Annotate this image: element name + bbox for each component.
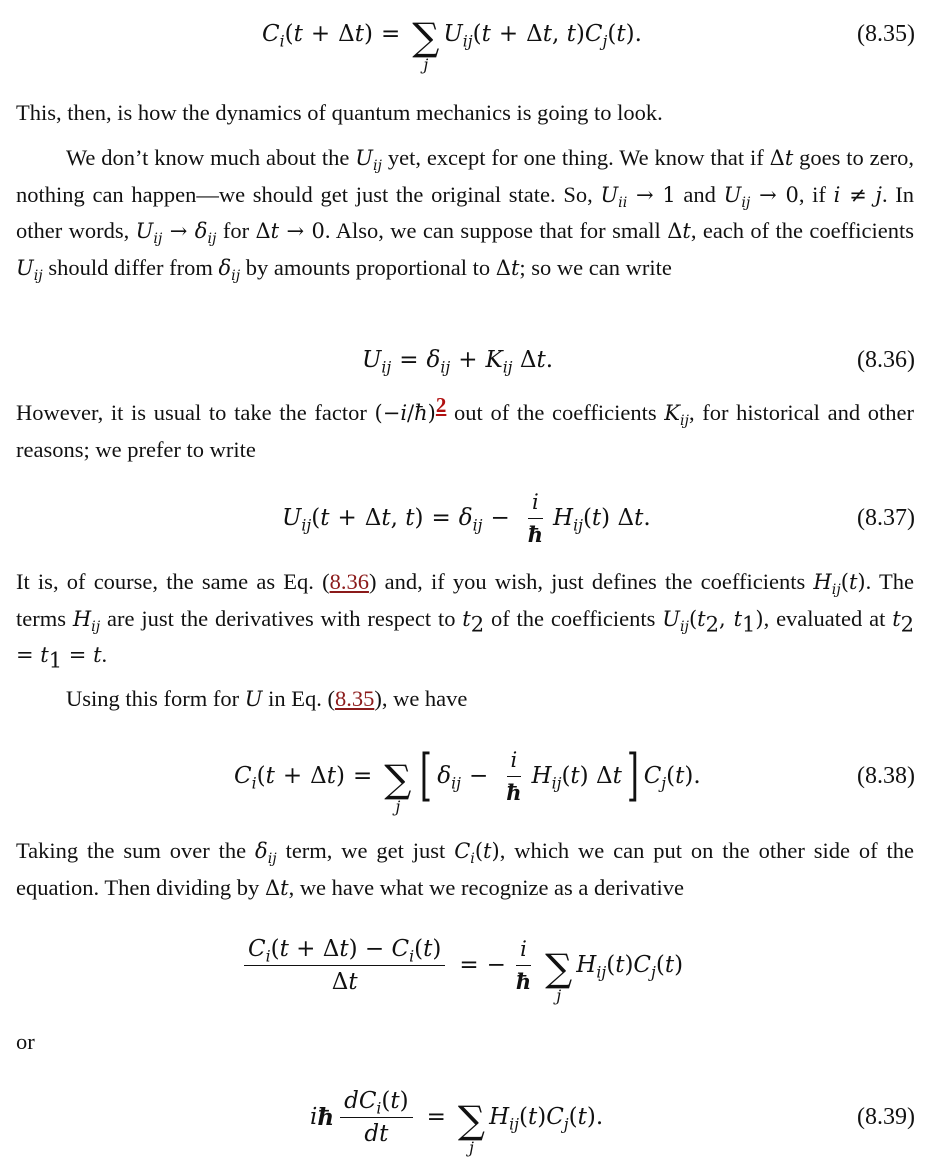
paragraph-taking-sum: Taking the sum over the $\delta_{ij}$ term, we get just $C_i(t)$, which we can put on the other side of the equation. Then dividing by Δt, we have what we recognize as a derivative — [16, 838, 915, 900]
paragraph-u-coefficients: We don’t know much about the $U_{ij}$ yet, except for one thing. We know that if Δt goes to zero, nothing can happen—we should get just the original state. So, $U_{ii} \to 1$ and $U_{ij} \to 0$, if i ≠ j. In other words, $U_{ij} \to \delta_{ij}$ for Δt → 0. Also, we can suppose that for small Δt, each of the coefficients $U_{ij}$ should differ from $\delta_{ij}$ by amounts proportional to Δt; so we can write — [16, 145, 915, 284]
equation-derivative — [0, 920, 943, 1010]
equation-body: $U_{ij}$ = $\delta_{ij}$ + $K_{ij}$ Δ t . — [362, 347, 554, 377]
equation-number: (8.38) — [857, 762, 915, 789]
fraction-dc-dt: $\frac{dC_i(t)}{dt}$ — [340, 1087, 413, 1148]
equation-number: (8.37) — [857, 504, 915, 531]
equation-body: $C_i$ ( t + Δ t ) = ∑ j $U_{ij}$ ( t + Δ t , t ) $C_j$ ( t ). — [262, 15, 642, 74]
equation-body: $\frac{C_i(t + \Delta t) - C_i(t)}{\Delta t}$ = − $\frac{i}{ħ}$ ∑ j $H_{ij}$ ( t ) $C_j$ ( t ) — [238, 920, 683, 1010]
left-bracket: [ — [420, 743, 433, 808]
fraction-difference-quotient: $\frac{C_i(t + \Delta t) - C_i(t)}{\Delta t}$ — [244, 935, 445, 996]
sum-symbol: ∑ j — [457, 1098, 486, 1157]
paragraph-using-form: Using this form for U in Eq. (8.35), we have — [66, 686, 468, 711]
fraction-i-over-hbar: $\frac{i}{ħ}$ — [515, 936, 532, 994]
footnote-link[interactable]: 2 — [435, 393, 447, 417]
equation-8-36 — [0, 320, 943, 400]
equation-number: (8.36) — [857, 346, 915, 373]
equation-body: i ħ $\frac{dC_i(t)}{dt}$ = ∑ j $H_{ij}$ ( t ) $C_j$ ( t ). — [310, 1087, 604, 1157]
right-bracket: ] — [626, 743, 639, 808]
paragraph-or: or — [16, 1029, 35, 1054]
fraction-i-over-hbar: $\frac{i}{ħ}$ — [527, 489, 544, 547]
sum-symbol: ∑ j — [384, 757, 412, 816]
equation-body: $U_{ij}$ ( t + Δ t , t ) = $\delta_{ij}$ − $\frac{i}{ħ}$ $H_{ij}$ ( t ) Δ t . — [282, 489, 651, 547]
equation-link-8-36[interactable]: 8.36 — [329, 569, 369, 594]
equation-8-37 — [0, 478, 943, 558]
equation-8-39 — [0, 1075, 943, 1159]
equation-8-38 — [0, 736, 943, 816]
sum-symbol: ∑ j — [545, 946, 573, 1005]
sum-symbol: ∑ j — [412, 15, 440, 74]
equation-number: (8.39) — [857, 1103, 915, 1130]
equation-link-8-35[interactable]: 8.35 — [334, 686, 375, 711]
paragraph-factor: However, it is usual to take the factor (−i/ħ)2 out of the coefficients $K_{ij}$, for historical and other reasons; we prefer to write — [16, 393, 914, 462]
paragraph-h-coefficients: It is, of course, the same as Eq. (8.36) and, if you wish, just defines the coefficients $H_{ij}(t)$. The terms $H_{ij}$ are just the derivatives with respect to $t_2$ of the coefficients $U_{ij}(t_2$, $t_1$), evaluated at $t_2 = t_1 = t$. — [16, 569, 915, 673]
fraction-i-over-hbar: $\frac{i}{ħ}$ — [506, 747, 522, 805]
equation-8-35 — [0, 0, 943, 74]
paragraph-dynamics: This, then, is how the dynamics of quantum mechanics is going to look. — [16, 100, 663, 125]
equation-body: $C_i$ ( t + Δ t ) = ∑ j [ $\delta_{ij}$ − $\frac{i}{ħ}$ $H_{ij}$ ( t ) Δ t ] $C_j$ ( t ). — [234, 743, 701, 816]
equation-number: (8.35) — [857, 20, 915, 47]
